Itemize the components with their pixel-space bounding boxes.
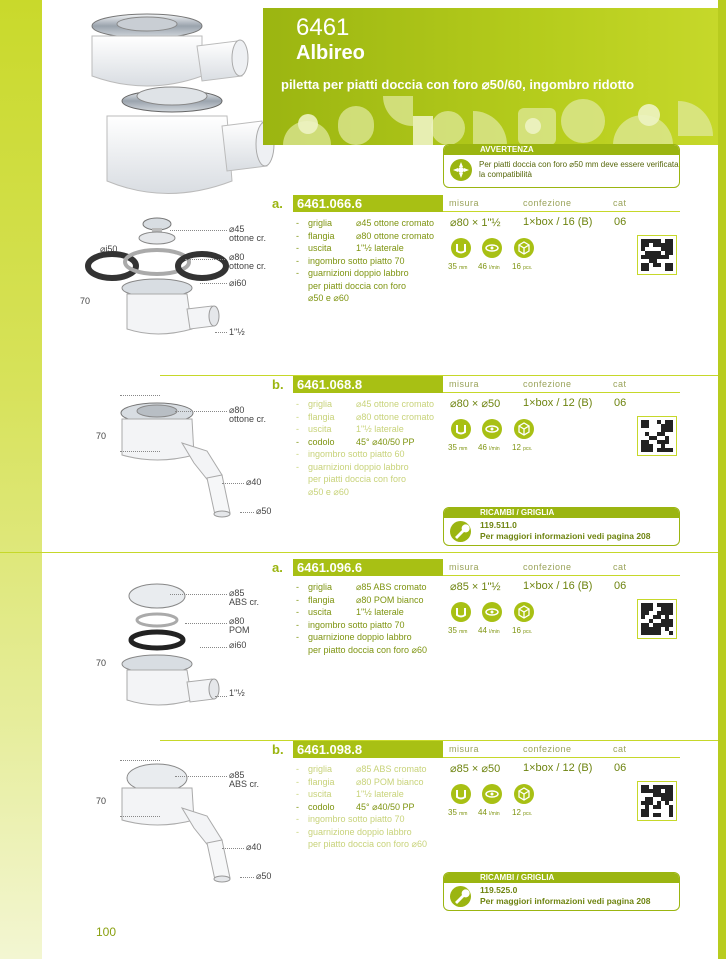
box-icon	[514, 238, 534, 258]
spec-row	[296, 267, 434, 280]
product-family-code: 6461	[296, 14, 350, 41]
bullet-dash: -	[296, 255, 299, 266]
pack-label	[512, 443, 532, 452]
page-number: 100	[96, 925, 117, 939]
spec-row	[296, 436, 434, 449]
leader-line	[120, 816, 160, 817]
qr-code-icon[interactable]	[637, 416, 677, 456]
spec-value: ⌀85 ABS cromato	[356, 582, 427, 592]
spec-key: guarnizione doppio labbro	[308, 632, 412, 642]
qr-code-icon[interactable]	[637, 599, 677, 639]
measure-value: ⌀80 × 1"½	[450, 217, 501, 229]
height-unit: mm	[459, 265, 468, 271]
box-icon	[514, 419, 534, 439]
leader-line	[185, 623, 227, 624]
spec-row	[296, 838, 427, 851]
spec-key: flangia	[308, 776, 335, 787]
leader-line	[222, 848, 244, 849]
spec-value: ⌀45 ottone cromato	[356, 218, 434, 228]
flow-icon	[482, 419, 502, 439]
pack-label	[512, 626, 532, 635]
spec-value: 1"½ laterale	[356, 424, 404, 434]
pack-value: 12	[512, 808, 521, 817]
label-height: 70	[80, 296, 91, 306]
spec-key: ingombro sotto piatto 70	[308, 619, 405, 630]
category-value: 06	[614, 762, 627, 774]
height-unit: mm	[459, 811, 468, 817]
leader-line	[222, 483, 244, 484]
bullet-dash: -	[296, 268, 299, 278]
bullet-dash: -	[296, 619, 299, 630]
pack-label	[512, 808, 532, 817]
header-rule	[443, 575, 680, 576]
flow-icon	[482, 602, 502, 622]
package-value: 1×box / 16 (B)	[523, 216, 593, 228]
spec-row	[296, 292, 434, 305]
spec-key: griglia	[308, 582, 333, 592]
header-banner	[263, 8, 718, 145]
product-code	[293, 195, 443, 212]
category-value: 06	[614, 397, 627, 409]
spec-key: uscita	[308, 789, 332, 799]
header-rule	[443, 211, 680, 212]
spec-value: 1"½ laterale	[356, 607, 404, 617]
spec-row	[296, 255, 434, 268]
spare-parts-title: RICAMBI / GRIGLIA	[444, 873, 679, 883]
label-flange-diameter: ⌀80	[229, 405, 245, 415]
spec-key: per piatto doccia con foro ⌀60	[308, 839, 427, 849]
label-gasket-60: ⌀i60	[229, 640, 247, 650]
spec-value: ⌀80 POM bianco	[356, 594, 424, 605]
category-value: 06	[614, 216, 627, 228]
leader-line	[120, 451, 160, 452]
technical-drawing	[82, 578, 237, 718]
height-unit: mm	[459, 629, 468, 635]
label-flange-material: ottone cr.	[229, 414, 267, 424]
leader-line	[215, 696, 227, 697]
hero-product-image	[72, 6, 277, 206]
measure-value: ⌀80 × ⌀50	[450, 398, 501, 410]
spec-row	[296, 242, 434, 255]
spec-key: ⌀50 e ⌀60	[308, 293, 349, 303]
spec-row	[296, 217, 434, 230]
variant-letter: b.	[272, 377, 284, 392]
leader-line	[120, 395, 160, 396]
spec-value: ⌀80 ottone cromato	[356, 230, 434, 241]
label-outlet: 1"½	[229, 327, 245, 337]
category-value: 06	[614, 580, 627, 592]
bullet-dash: -	[296, 594, 299, 605]
technical-drawing	[82, 214, 237, 354]
wrench-icon	[450, 521, 471, 542]
label-height: 70	[96, 658, 107, 668]
package-value: 1×box / 12 (B)	[523, 762, 593, 774]
measure-value: ⌀85 × 1"½	[450, 581, 501, 593]
measure-value: ⌀85 × ⌀50	[450, 763, 501, 775]
product-code	[293, 376, 443, 393]
spec-key: guarnizioni doppio labbro	[308, 461, 409, 472]
leader-line	[215, 332, 227, 333]
leader-line	[175, 776, 227, 777]
leader-line	[170, 594, 227, 595]
leader-line	[120, 760, 160, 761]
label-tail-50: ⌀50	[256, 871, 272, 881]
qr-code-icon[interactable]	[637, 781, 677, 821]
spec-value: 45° ⌀40/50 PP	[356, 801, 415, 812]
leader-line	[170, 230, 227, 231]
spec-row	[296, 619, 427, 632]
spec-key: guarnizioni doppio labbro	[308, 268, 409, 278]
label-flange-diameter: ⌀80	[229, 252, 245, 262]
flow-label	[478, 262, 500, 271]
label-flange-material: ottone cr.	[229, 261, 267, 271]
height-icon	[451, 602, 471, 622]
bullet-dash: -	[296, 607, 299, 617]
qr-code-icon[interactable]	[637, 235, 677, 275]
product-code-suffix: .066.6	[325, 196, 363, 211]
bullet-dash: -	[296, 218, 299, 228]
spec-row	[296, 280, 434, 293]
column-header-confezione: confezione	[523, 744, 572, 754]
bullet-dash: -	[296, 764, 299, 774]
spec-row	[296, 398, 434, 411]
column-header-misura: misura	[449, 198, 480, 208]
spec-key: flangia	[308, 594, 335, 605]
warning-icon	[450, 159, 472, 181]
left-decorative-band	[0, 0, 42, 959]
flow-unit: l/min	[489, 265, 500, 271]
product-code-suffix: .098.8	[325, 742, 363, 757]
height-value: 35	[448, 808, 457, 817]
technical-drawing	[82, 758, 237, 898]
spec-row	[296, 788, 427, 801]
product-code	[293, 741, 443, 758]
box-icon	[514, 602, 534, 622]
spec-row	[296, 581, 427, 594]
column-header-misura: misura	[449, 744, 480, 754]
label-gasket-60: ⌀i60	[229, 278, 247, 288]
spec-value: ⌀80 POM bianco	[356, 776, 424, 787]
height-value: 35	[448, 262, 457, 271]
spec-row	[296, 230, 434, 243]
leader-line	[175, 411, 227, 412]
flow-label	[478, 808, 500, 817]
product-code-suffix: .096.6	[325, 560, 363, 575]
spec-row	[296, 606, 427, 619]
label-grid-material: ABS cr.	[229, 597, 260, 607]
spec-key: ingombro sotto piatto 70	[308, 255, 405, 266]
pack-unit: pcs.	[523, 446, 533, 452]
flow-value: 44	[478, 808, 487, 817]
height-label	[448, 262, 467, 271]
height-value: 35	[448, 626, 457, 635]
right-decorative-band	[718, 0, 726, 959]
variant-letter: a.	[272, 560, 283, 575]
banner-pattern	[263, 96, 718, 145]
bullet-dash: -	[296, 632, 299, 642]
variant-letter: b.	[272, 742, 284, 757]
column-header-misura: misura	[449, 379, 480, 389]
spec-key: per piatti doccia con foro	[308, 280, 407, 291]
column-header-cat: cat	[613, 562, 627, 572]
pack-unit: pcs.	[523, 811, 533, 817]
bullet-dash: -	[296, 411, 299, 422]
column-header-confezione: confezione	[523, 198, 572, 208]
spec-row	[296, 411, 434, 424]
spec-row	[296, 486, 434, 499]
spec-row	[296, 644, 427, 657]
header-rule	[443, 392, 680, 393]
spec-row	[296, 594, 427, 607]
column-header-cat: cat	[613, 379, 627, 389]
flow-unit: l/min	[489, 446, 500, 452]
product-family-description: piletta per piatti doccia con foro ⌀50/60, ingombro ridotto	[281, 77, 635, 92]
label-grid-diameter: ⌀45	[229, 224, 245, 234]
spec-row	[296, 801, 427, 814]
spec-key: griglia	[308, 399, 333, 409]
label-gasket-50: ⌀i50	[100, 244, 118, 254]
label-height: 70	[96, 431, 107, 441]
height-label	[448, 443, 467, 452]
product-code-suffix: .068.8	[325, 377, 363, 392]
warning-text: Per piatti doccia con foro ⌀50 mm deve essere verificata la compatibilità	[479, 160, 679, 179]
spec-row	[296, 423, 434, 436]
package-value: 1×box / 16 (B)	[523, 580, 593, 592]
height-label	[448, 626, 467, 635]
product-code	[293, 559, 443, 576]
pack-value: 12	[512, 443, 521, 452]
flow-icon	[482, 238, 502, 258]
leader-line	[240, 512, 254, 513]
spec-row	[296, 461, 434, 474]
flow-unit: l/min	[489, 629, 500, 635]
product-code-family: 6461	[297, 742, 326, 757]
section-separator	[160, 375, 718, 376]
pack-unit: pcs.	[523, 629, 533, 635]
flow-label	[478, 443, 500, 452]
spec-key: uscita	[308, 424, 332, 434]
leader-line	[185, 259, 227, 260]
spec-row	[296, 473, 434, 486]
spec-key: griglia	[308, 764, 333, 774]
column-header-cat: cat	[613, 744, 627, 754]
bullet-dash: -	[296, 424, 299, 434]
product-family-name: Albireo	[296, 42, 365, 64]
leader-line	[240, 877, 254, 878]
spec-value: ⌀45 ottone cromato	[356, 399, 434, 409]
label-tail-50: ⌀50	[256, 506, 272, 516]
column-header-cat: cat	[613, 198, 627, 208]
bullet-dash: -	[296, 399, 299, 409]
wrench-icon	[450, 886, 471, 907]
spec-key: codolo	[308, 436, 335, 447]
product-code-family: 6461	[297, 377, 326, 392]
bullet-dash: -	[296, 243, 299, 253]
bullet-dash: -	[296, 449, 299, 459]
flow-value: 44	[478, 626, 487, 635]
variant-letter: a.	[272, 196, 283, 211]
flow-value: 46	[478, 443, 487, 452]
bullet-dash: -	[296, 776, 299, 787]
column-header-confezione: confezione	[523, 379, 572, 389]
technical-drawing	[82, 393, 237, 533]
bullet-dash: -	[296, 461, 299, 472]
spec-key: ingombro sotto piatto 60	[308, 449, 405, 459]
header-rule	[443, 757, 680, 758]
spec-key: ⌀50 e ⌀60	[308, 486, 349, 497]
height-icon	[451, 784, 471, 804]
label-outlet: 1"½	[229, 688, 245, 698]
flow-icon	[482, 784, 502, 804]
label-flange-material: POM	[229, 625, 250, 635]
spare-parts-title: RICAMBI / GRIGLIA	[444, 508, 679, 518]
bullet-dash: -	[296, 801, 299, 812]
spec-key: uscita	[308, 607, 332, 617]
bullet-dash: -	[296, 814, 299, 824]
leader-line	[200, 647, 227, 648]
product-code-family: 6461	[297, 560, 326, 575]
column-header-misura: misura	[449, 562, 480, 572]
flow-unit: l/min	[489, 811, 500, 817]
label-flange-material: ABS cr.	[229, 779, 260, 789]
spec-list	[296, 763, 427, 851]
spec-key: codolo	[308, 801, 335, 812]
spec-key: per piatti doccia con foro	[308, 474, 407, 484]
spec-key: per piatto doccia con foro ⌀60	[308, 644, 427, 655]
spec-value: 45° ⌀40/50 PP	[356, 436, 415, 447]
spec-value: 1"½ laterale	[356, 243, 404, 253]
flow-value: 46	[478, 262, 487, 271]
spare-part-note: Per maggiori informazioni vedi pagina 208	[480, 896, 651, 906]
label-height: 70	[96, 796, 107, 806]
spare-parts-box	[443, 507, 680, 546]
height-unit: mm	[459, 446, 468, 452]
flow-label	[478, 626, 500, 635]
spare-part-code[interactable]: 119.525.0	[480, 885, 518, 895]
spare-part-code[interactable]: 119.511.0	[480, 520, 517, 530]
bullet-dash: -	[296, 789, 299, 799]
spare-part-note: Per maggiori informazioni vedi pagina 208	[480, 531, 651, 541]
pack-unit: pcs.	[523, 265, 533, 271]
spec-key: guarnizione doppio labbro	[308, 826, 412, 837]
bullet-dash: -	[296, 582, 299, 592]
package-value: 1×box / 12 (B)	[523, 397, 593, 409]
label-flange-diameter: ⌀80	[229, 616, 245, 626]
spec-row	[296, 776, 427, 789]
warning-title: AVVERTENZA	[444, 145, 679, 155]
bullet-dash: -	[296, 826, 299, 837]
spec-key: griglia	[308, 218, 333, 228]
spec-list	[296, 398, 434, 498]
label-grid-material: ottone cr.	[229, 233, 267, 243]
column-header-confezione: confezione	[523, 562, 572, 572]
spec-value: 1"½ laterale	[356, 789, 404, 799]
pack-label	[512, 262, 532, 271]
section-separator	[0, 552, 718, 553]
leader-line	[200, 283, 227, 284]
section-separator	[160, 740, 718, 741]
spec-row	[296, 813, 427, 826]
height-label	[448, 808, 467, 817]
height-icon	[451, 238, 471, 258]
spec-key: flangia	[308, 230, 335, 241]
bullet-dash: -	[296, 230, 299, 241]
height-value: 35	[448, 443, 457, 452]
product-code-family: 6461	[297, 196, 326, 211]
spec-key: flangia	[308, 411, 335, 422]
spec-value: ⌀85 ABS cromato	[356, 764, 427, 774]
label-tail-40: ⌀40	[246, 842, 262, 852]
spec-key: ingombro sotto piatto 70	[308, 814, 405, 824]
pack-value: 16	[512, 262, 521, 271]
spec-list	[296, 217, 434, 305]
spec-row	[296, 631, 427, 644]
spec-value: ⌀80 ottone cromato	[356, 411, 434, 422]
label-flange-diameter: ⌀85	[229, 770, 245, 780]
spec-list	[296, 581, 427, 656]
label-grid-diameter: ⌀85	[229, 588, 245, 598]
box-icon	[514, 784, 534, 804]
spec-row	[296, 448, 434, 461]
warning-box	[443, 144, 680, 188]
spec-row	[296, 826, 427, 839]
bullet-dash: -	[296, 436, 299, 447]
label-tail-40: ⌀40	[246, 477, 262, 487]
pack-value: 16	[512, 626, 521, 635]
spare-parts-box	[443, 872, 680, 911]
height-icon	[451, 419, 471, 439]
spec-row	[296, 763, 427, 776]
spec-key: uscita	[308, 243, 332, 253]
